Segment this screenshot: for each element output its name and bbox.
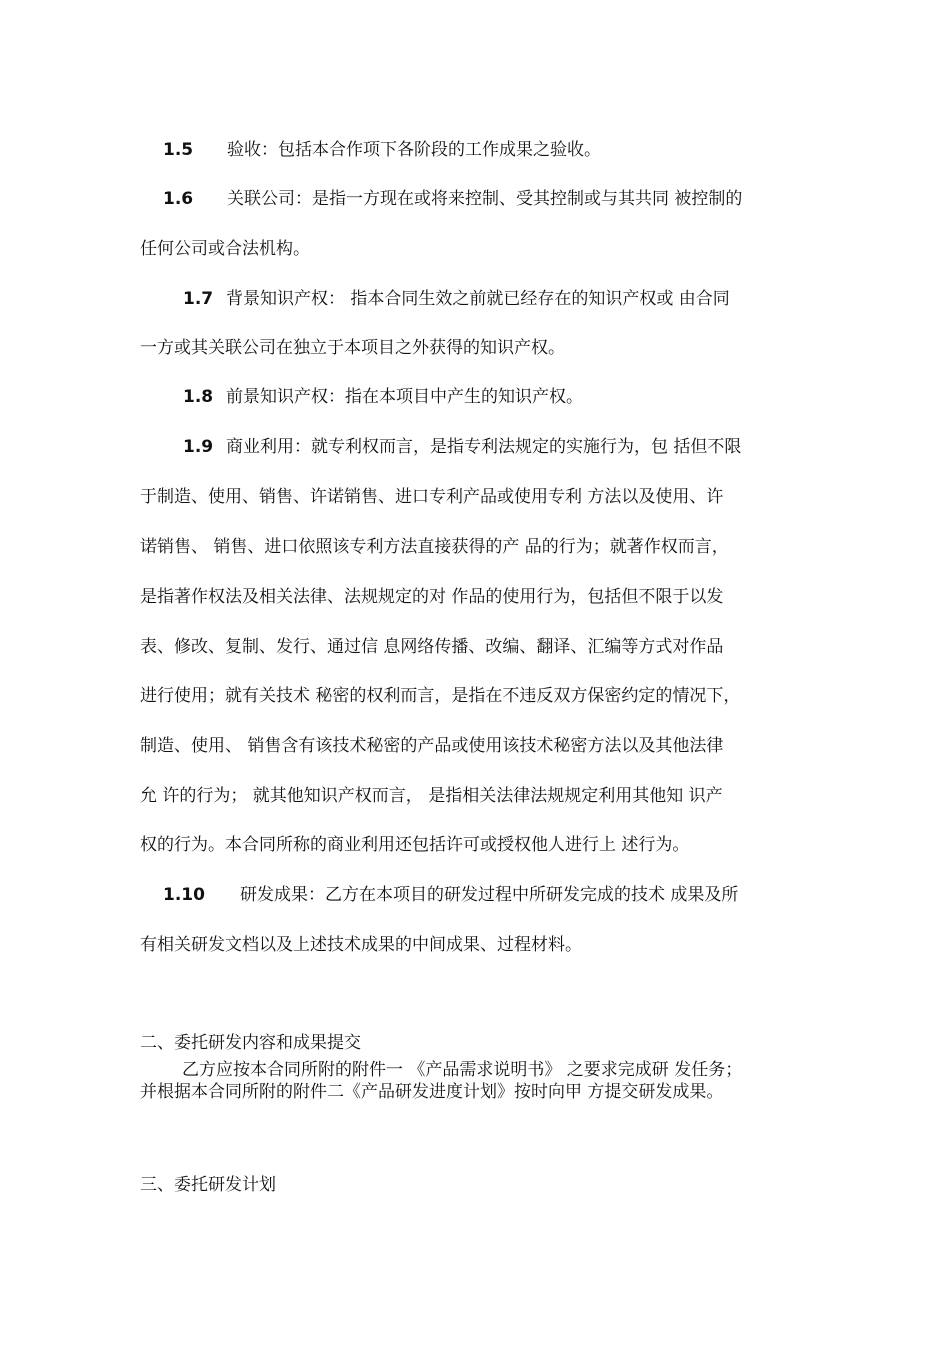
clause-number: 1.7 [183, 289, 214, 309]
clause-1-9-line-9: 权的行为。本合同所称的商业利用还包括许可或授权他人进行上 述行为。 [140, 835, 690, 855]
clause-1-9 [183, 436, 741, 458]
section-3-heading: 三、委托研发计划 [140, 1175, 276, 1195]
clause-number: 1.5 [163, 140, 194, 160]
clause-1-9-line-7: 制造、使用、 销售含有该技术秘密的产品或使用该技术秘密方法以及其他法律 [140, 736, 724, 756]
clause-1-9-line-5: 表、修改、复制、发行、通过信 息网络传播、改编、翻译、汇编等方式对作品 [140, 637, 724, 657]
clause-1-7-continued: 一方或其关联公司在独立于本项目之外获得的知识产权。 [140, 338, 565, 358]
clause-1-5 [163, 139, 601, 161]
clause-1-6 [163, 188, 742, 210]
clause-1-9-line-8: 允 许的行为； 就其他知识产权而言， 是指相关法律法规规定利用其他知 识产 [140, 786, 723, 806]
clause-text: 前景知识产权：指在本项目中产生的知识产权。 [226, 387, 583, 407]
clause-1-10 [163, 884, 738, 906]
clause-number: 1.6 [163, 189, 194, 209]
section-2-heading: 二、委托研发内容和成果提交 [140, 1033, 361, 1053]
clause-1-10-continued: 有相关研发文档以及上述技术成果的中间成果、过程材料。 [140, 935, 582, 955]
clause-number: 1.9 [183, 437, 214, 457]
clause-1-7 [183, 288, 730, 310]
clause-1-9-line-3: 诺销售、 销售、进口依照该专利方法直接获得的产 品的行为；就著作权而言， [140, 537, 729, 557]
clause-1-9-line-4: 是指著作权法及相关法律、法规规定的对 作品的使用行为，包括但不限于以发 [140, 587, 724, 607]
clause-text: 研发成果：乙方在本项目的研发过程中所研发完成的技术 成果及所 [240, 885, 739, 905]
clause-number: 1.10 [163, 885, 205, 905]
section-2-paragraph-line-1: 乙方应按本合同所附的附件一 《产品需求说明书》 之要求完成研 发任务； [182, 1060, 743, 1080]
clause-1-9-line-6: 进行使用；就有关技术 秘密的权利而言，是指在不违反双方保密约定的情况下， [140, 686, 741, 706]
clause-1-6-continued: 任何公司或合法机构。 [140, 239, 310, 259]
clause-1-9-line-2: 于制造、使用、销售、许诺销售、进口专利产品或使用专利 方法以及使用、许 [140, 487, 724, 507]
clause-1-8 [183, 386, 583, 408]
clause-text: 验收：包括本合作项下各阶段的工作成果之验收。 [227, 140, 601, 160]
clause-number: 1.8 [183, 387, 214, 407]
clause-text: 关联公司：是指一方现在或将来控制、受其控制或与其共同 被控制的 [227, 189, 743, 209]
clause-text: 背景知识产权： 指本合同生效之前就已经存在的知识产权或 由合同 [226, 289, 730, 309]
clause-text: 商业利用：就专利权而言，是指专利法规定的实施行为，包 括但不限 [226, 437, 742, 457]
section-2-paragraph-line-2: 并根据本合同所附的附件二《产品研发进度计划》按时向甲 方提交研发成果。 [140, 1082, 724, 1102]
